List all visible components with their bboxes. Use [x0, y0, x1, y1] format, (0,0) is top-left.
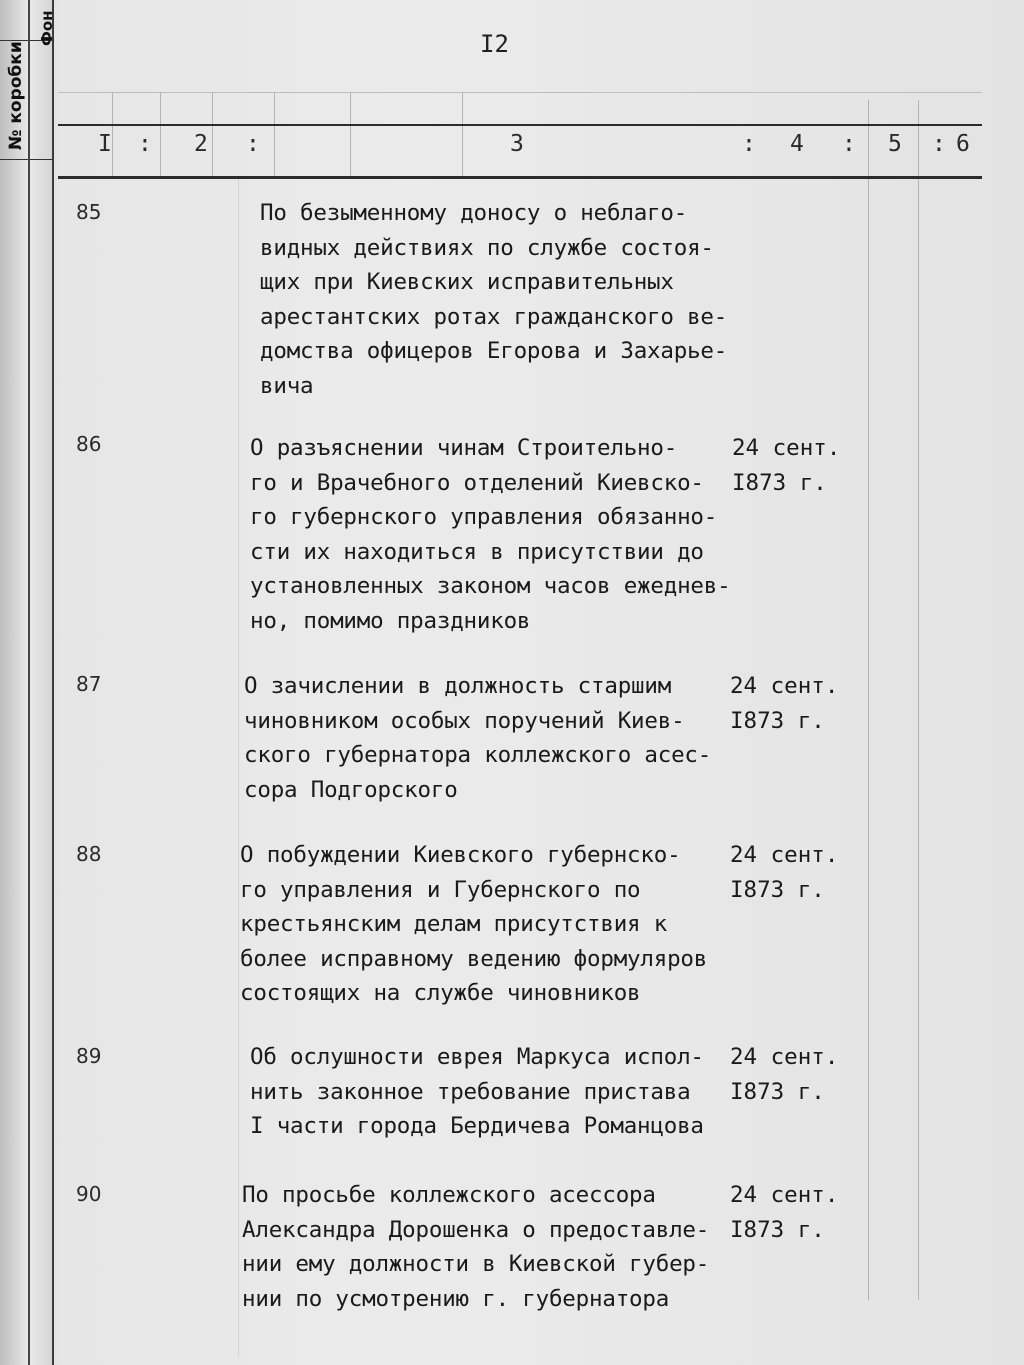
date-day: 24 сент. — [730, 1044, 839, 1070]
entry-line: нии ему должности в Киевской губер- — [242, 1251, 710, 1277]
entry-date — [730, 838, 838, 907]
entry-date — [730, 669, 838, 738]
column-divider — [238, 176, 239, 1356]
column-divider — [160, 92, 161, 176]
entry-description — [250, 431, 750, 638]
header-sep: : — [742, 131, 756, 157]
entry-description — [242, 1178, 742, 1316]
header-col-4: 4 — [790, 131, 804, 157]
column-divider — [868, 100, 869, 1300]
entry-line: домства офицеров Егорова и Захарье- — [260, 338, 728, 364]
column-divider — [350, 92, 351, 176]
entry-line: более исправному ведению формуляров — [240, 945, 708, 972]
entry-line: Александра Дорошенка о предоставле- — [242, 1216, 710, 1243]
entry-date — [730, 1178, 838, 1247]
entry-line: щих при Киевских исправительных — [260, 269, 674, 295]
entry-date — [730, 1040, 838, 1109]
entry-description — [260, 196, 760, 403]
header-sep: : — [932, 131, 946, 157]
entry-line: О зачислении в должность старшим — [244, 673, 672, 699]
entry-number: 86 — [76, 432, 102, 456]
box-number-label: № коробки — [6, 41, 26, 150]
entry-line: сора Подгорского — [244, 776, 458, 803]
faint-rule — [58, 92, 982, 93]
entry-line: арестантских ротах гражданского ве- — [260, 303, 728, 330]
date-year: I873 г. — [730, 1078, 825, 1105]
column-divider — [918, 100, 919, 1300]
entry-line: го управления и Губернского по — [240, 876, 641, 903]
entry-line: О разъяснении чинам Строительно- — [250, 435, 678, 461]
entry-line: I части города Бердичева Романцова — [250, 1113, 704, 1139]
date-year: I873 г. — [730, 876, 825, 903]
entry-line: Об ослушности еврея Маркуса испол- — [250, 1044, 704, 1070]
entry-number: 89 — [76, 1044, 102, 1068]
entry-description — [244, 669, 744, 807]
header-col-2: 2 — [194, 131, 208, 157]
fond-label: Фон — [38, 10, 56, 46]
column-divider — [274, 92, 275, 176]
date-day: 24 сент. — [730, 1182, 839, 1208]
column-divider — [112, 92, 113, 176]
entry-line: По безыменному доносу о неблаго- — [260, 200, 688, 226]
column-divider — [212, 92, 213, 176]
entry-number: 87 — [76, 672, 102, 696]
date-year: I873 г. — [732, 469, 827, 496]
entry-line: чиновником особых поручений Киев- — [244, 707, 685, 734]
date-year: I873 г. — [730, 1216, 825, 1243]
date-year: I873 г. — [730, 707, 825, 734]
entry-line: установленных законом часов ежеднев- — [250, 573, 731, 599]
entry-line: но, помимо праздников — [250, 607, 531, 634]
header-col-3: 3 — [510, 131, 524, 157]
entry-line: сти их находиться в присутствии до — [250, 538, 704, 565]
entry-line: ского губернатора коллежского асес- — [244, 742, 712, 768]
header-col-5: 5 — [888, 131, 902, 157]
header-sep: : — [246, 131, 260, 157]
entry-description — [240, 838, 740, 1011]
entry-number: 90 — [76, 1182, 102, 1206]
page-number: I2 — [480, 30, 509, 58]
header-col-1: I — [98, 131, 112, 157]
entry-number: 85 — [76, 200, 102, 224]
entry-description — [250, 1040, 750, 1144]
date-day: 24 сент. — [730, 673, 839, 699]
entry-line: вича — [260, 372, 314, 399]
binding-strip — [0, 0, 54, 1365]
entry-line: состоящих на службе чиновников — [240, 980, 641, 1006]
entry-line: нии по усмотрению г. губернатора — [242, 1285, 670, 1312]
entry-line: нить законное требование пристава — [250, 1078, 691, 1105]
header-sep: : — [138, 131, 152, 157]
date-day: 24 сент. — [732, 435, 841, 461]
binding-line — [28, 0, 30, 1365]
header-rule-bottom — [58, 176, 982, 179]
entry-date — [732, 431, 840, 500]
header-col-6: 6 — [956, 131, 970, 157]
date-day: 24 сент. — [730, 842, 839, 868]
entry-line: крестьянским делам присутствия к — [240, 911, 668, 937]
entry-number: 88 — [76, 842, 102, 866]
entry-line: О побуждении Киевского губернско- — [240, 842, 681, 868]
column-divider — [462, 92, 463, 176]
entry-line: го и Врачебного отделений Киевско- — [250, 469, 704, 496]
entry-line: По просьбе коллежского асессора — [242, 1182, 656, 1208]
header-sep: : — [842, 131, 856, 157]
entry-line: видных действиях по службе состоя- — [260, 234, 714, 261]
header-rule-top — [58, 124, 982, 126]
entry-line: го губернского управления обязанно- — [250, 504, 718, 530]
